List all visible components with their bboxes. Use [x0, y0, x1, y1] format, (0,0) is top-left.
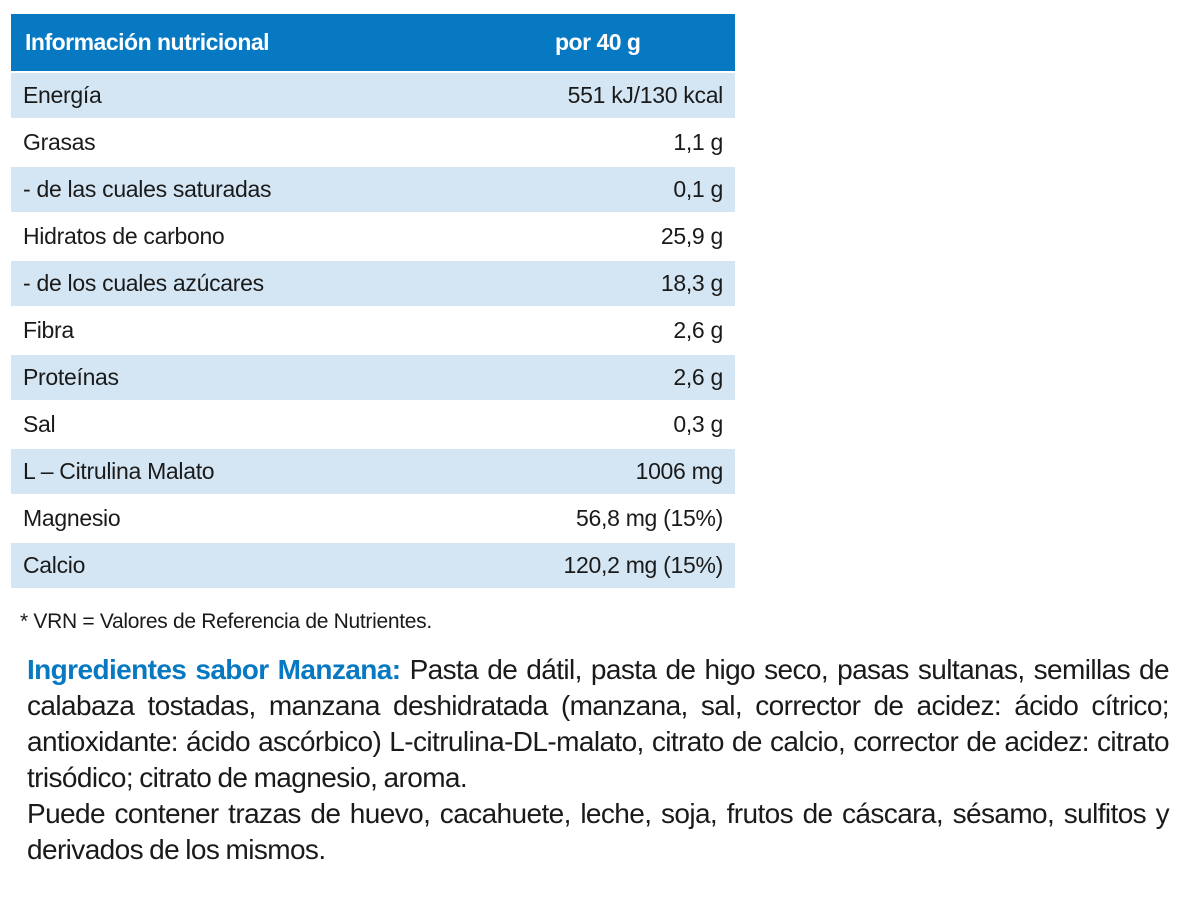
ingredients-text: Pasta de dátil, pasta de higo seco, pasas sultanas, semillas de calabaza tostadas, manzana deshidratada (manzana, sal, corrector de acidez: ácido cítrico; antioxidante: ácido ascórbico) L-citrulina-DL-malato, citrato de calcio, corrector de acidez: citrato trisódico; citrato de magnesio, aroma. — [27, 654, 1169, 793]
table-row — [11, 543, 735, 588]
row-value: 1006 mg — [635, 458, 723, 484]
row-value: 1,1 g — [673, 129, 723, 155]
row-label: - de los cuales azúcares — [23, 270, 264, 296]
row-label: L – Citrulina Malato — [23, 458, 215, 484]
row-label: Fibra — [23, 317, 74, 343]
row-value: 2,6 g — [673, 317, 723, 343]
row-value: 551 kJ/130 kcal — [567, 82, 723, 108]
nutrition-table — [11, 14, 735, 588]
table-row — [11, 120, 735, 165]
table-row — [11, 402, 735, 447]
row-value: 120,2 mg (15%) — [563, 552, 723, 578]
row-value: 0,1 g — [673, 176, 723, 202]
row-value: 0,3 g — [673, 411, 723, 437]
row-label: Calcio — [23, 552, 86, 578]
vrn-footnote: * VRN = Valores de Referencia de Nutrientes. — [20, 610, 432, 633]
table-row — [11, 261, 735, 306]
table-row — [11, 73, 735, 118]
row-label: - de las cuales saturadas — [23, 176, 272, 202]
row-value: 25,9 g — [660, 223, 723, 249]
ingredients-block — [27, 652, 1169, 868]
table-header — [11, 14, 735, 71]
table-row — [11, 308, 735, 353]
ingredients-title: Ingredientes sabor Manzana: — [27, 654, 401, 685]
row-label: Grasas — [23, 129, 96, 155]
row-label: Magnesio — [23, 505, 121, 531]
row-value: 2,6 g — [673, 364, 723, 390]
row-label: Hidratos de carbono — [23, 223, 225, 249]
header-nutrition-info: Información nutricional — [25, 29, 270, 55]
row-label: Energía — [23, 82, 102, 108]
row-value: 18,3 g — [660, 270, 723, 296]
table-row — [11, 449, 735, 494]
ingredients-paragraph — [27, 652, 1169, 796]
row-label: Proteínas — [23, 364, 119, 390]
table-row — [11, 214, 735, 259]
allergens-paragraph: Puede contener trazas de huevo, cacahuete, leche, soja, frutos de cáscara, sésamo, sulfitos y derivados de los mismos. — [27, 798, 1169, 865]
table-row — [11, 167, 735, 212]
row-value: 56,8 mg (15%) — [576, 505, 723, 531]
header-per-40g: por 40 g — [555, 29, 641, 55]
table-row — [11, 355, 735, 400]
row-label: Sal — [23, 411, 56, 437]
table-row — [11, 496, 735, 541]
